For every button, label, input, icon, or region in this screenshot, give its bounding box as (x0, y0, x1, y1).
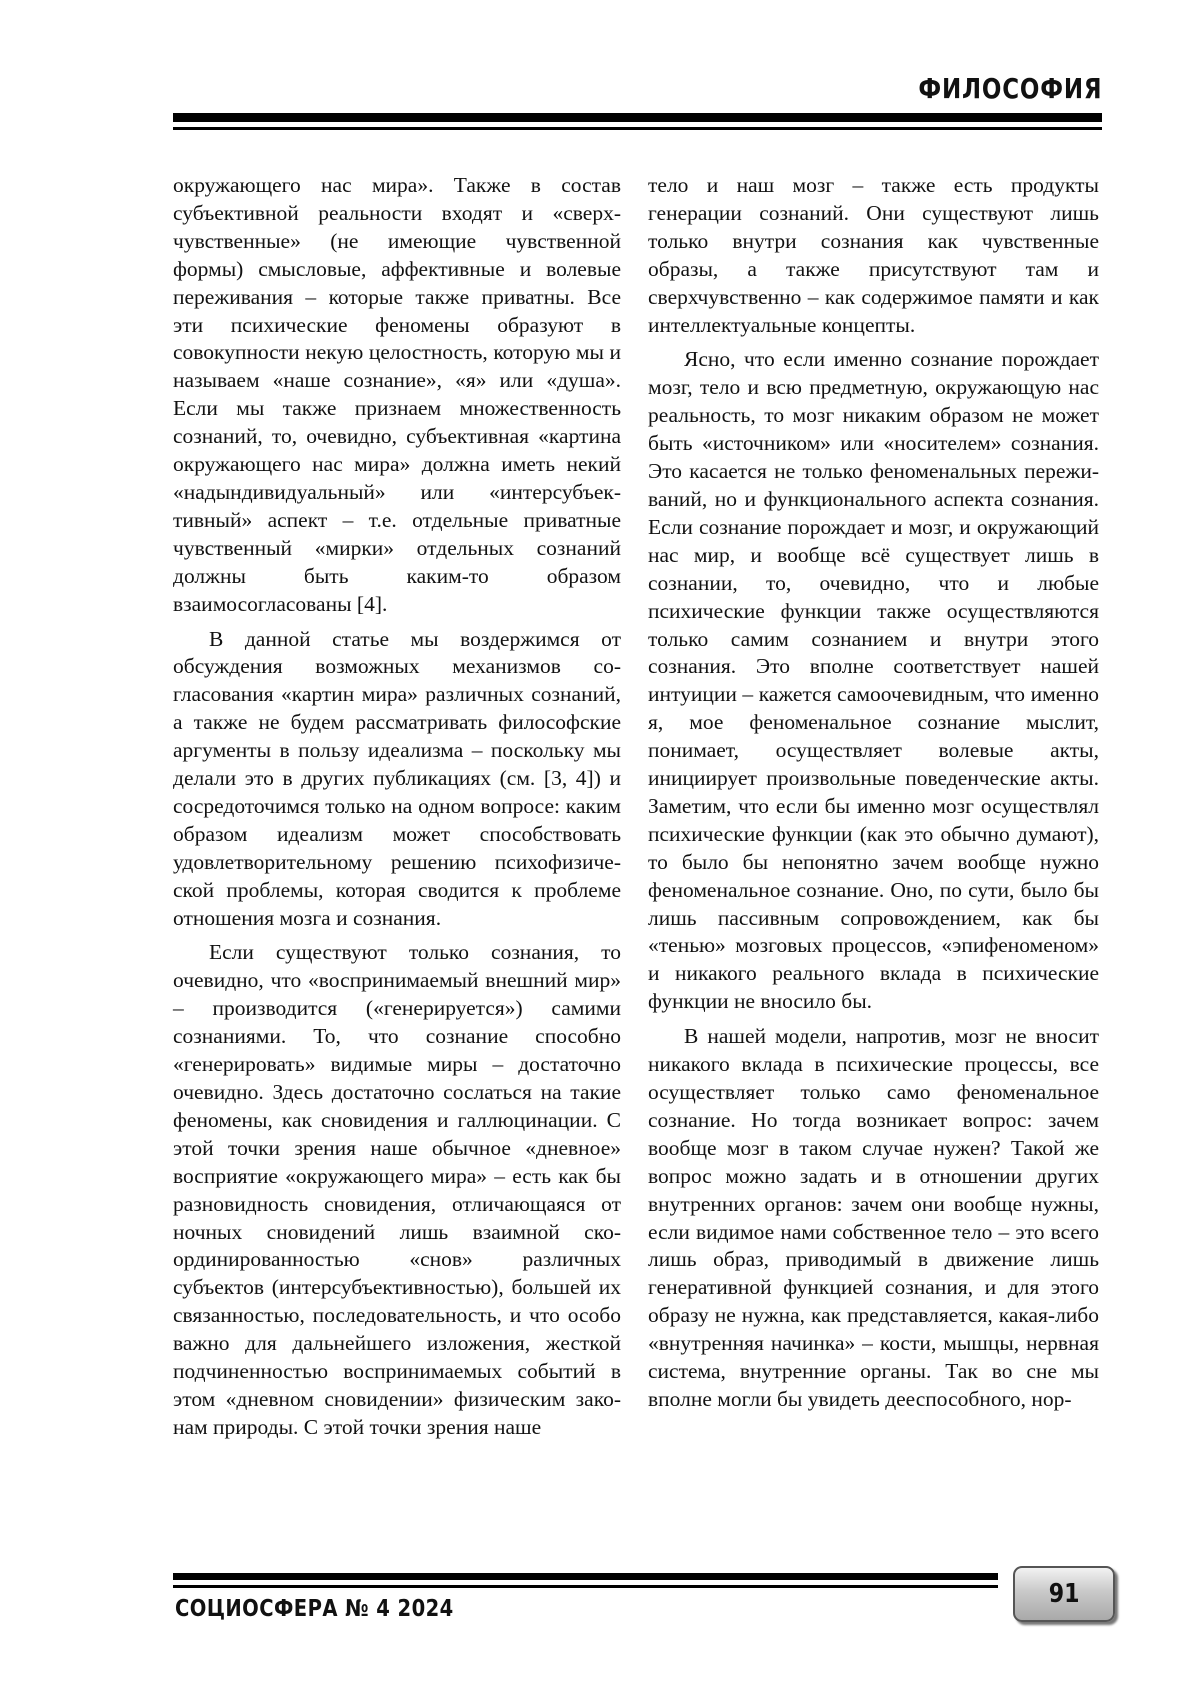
paragraph: В нашей модели, напротив, мозг не вносит никакого вклада в психические процессы, все осуществляет только само феноменальное сознание. Но тогда возникает вопрос: зачем вообще мозг в таком случае нужен? Такой же вопрос можно задать и в отношении других внутренних органов: зачем они вообще нужны, если видимое нами собственное тело – это всего лишь образ, приводимый в движение лишь генеративной функцией сознания, и для этого образу не нужна, как представляется, какая-либо «внутренняя начинка» – кости, мышцы, нервная система, внутренние органы. Так во сне мы вполне могли бы увидеть дееспособного, нор- (648, 1024, 1099, 1411)
paragraph: В данной статье мы воздержимся от обсуждения возможных механизмов согласования «картин мира» различных сознаний, а также не будем рассматривать философские аргументы в пользу идеализма – поскольку мы делали это в других публикациях (см. [3, 4]) и сосредоточимся только на одном вопросе: каким образом идеализм может способствовать удовлетворительному решению психофизической проблемы, которая сводится к проблеме отношения мозга и сознания. (173, 626, 621, 930)
text-column-left (173, 172, 621, 1442)
paragraph: окружающего нас мира». Также в состав субъективной реальности входят и «сверхчувственные» (не имеющие чувственной формы) смысловые, аффективные и волевые переживания – которые также приватны. Все эти психические феномены образуют в совокупности некую целостность, которую мы и называем «наше сознание», «я» или «душа». Если мы также признаем множественность сознаний, то, очевидно, субъективная «картина окружающего нас мира» должна иметь некий «надындивидуальный» или «интерсубъективный» аспект – т.е. отдельные приватные чувственный «мирки» отдельных сознаний должны быть каким-то образом взаимосогласованы [4]. (173, 173, 621, 616)
paragraph: Ясно, что если именно сознание порождает мозг, тело и всю предметную, окружающую нас реальность, то мозг никаким образом не может быть «источником» или «носителем» сознания. Это касается не только феноменальных переживаний, но и функционального аспекта сознания. Если сознание порождает и мозг, и окружающий нас мир, и вообще всё существует лишь в сознании, то, очевидно, что и любые психические функции также осуществляются только самим сознанием и внутри этого сознания. Это вполне соответствует нашей интуиции – кажется самоочевидным, что именно я, мое феноменальное сознание мыслит, понимает, осуществляет волевые акты, инициирует произвольные поведенческие акты. Заметим, что если бы именно мозг осуществлял психические функции (как это обычно думают), то было бы непонятно зачем вообще нужно феноменальное сознание. Оно, по сути, было бы лишь пассивным сопровождением, как бы «тенью» мозговых процессов, «эпифеноменом» и никакого реального вклада в психические функции не вносило бы. (648, 347, 1099, 1014)
section-title: ФИЛОСОФИЯ (918, 72, 1102, 105)
footer-rule (173, 1573, 998, 1580)
header-rule-thin (173, 127, 1102, 130)
page-number: 91 (1048, 1579, 1080, 1609)
header-rule (173, 113, 1102, 122)
journal-title: СОЦИОСФЕРА № 4 2024 (175, 1596, 454, 1622)
paragraph: Если существуют только сознания, то очевидно, что «воспринимаемый внешний мир» – производится («генерируется») самими сознаниями. То, что сознание способно «генерировать» видимые миры – достаточно очевидно. Здесь достаточно сослаться на такие феномены, как сновидения и галлюцинации. С этой точки зрения наше обычное «дневное» восприятие «окружающего мира» – есть как бы разновидность сновидения, отличающаяся от ночных сновидений лишь взаимной скоординированностью «снов» различных субъектов (интерсубъективностью), большей их связанностью, последовательность, и что особо важно для дальнейшего изложения, жесткой подчиненностью воспринимаемых событий в этом «дневном сновидении» физическим законам природы. С этой точки зрения наше (173, 940, 621, 1439)
text-column-right (648, 172, 1099, 1414)
footer-rule-thin (173, 1585, 998, 1588)
paragraph: тело и наш мозг – также есть продукты генерации сознаний. Они существуют лишь только внутри сознания как чувственные образы, а также присутствуют там и сверхчувственно – как содержимое памяти и как интеллектуальные концепты. (648, 173, 1099, 337)
page-number-tab (1013, 1566, 1115, 1622)
